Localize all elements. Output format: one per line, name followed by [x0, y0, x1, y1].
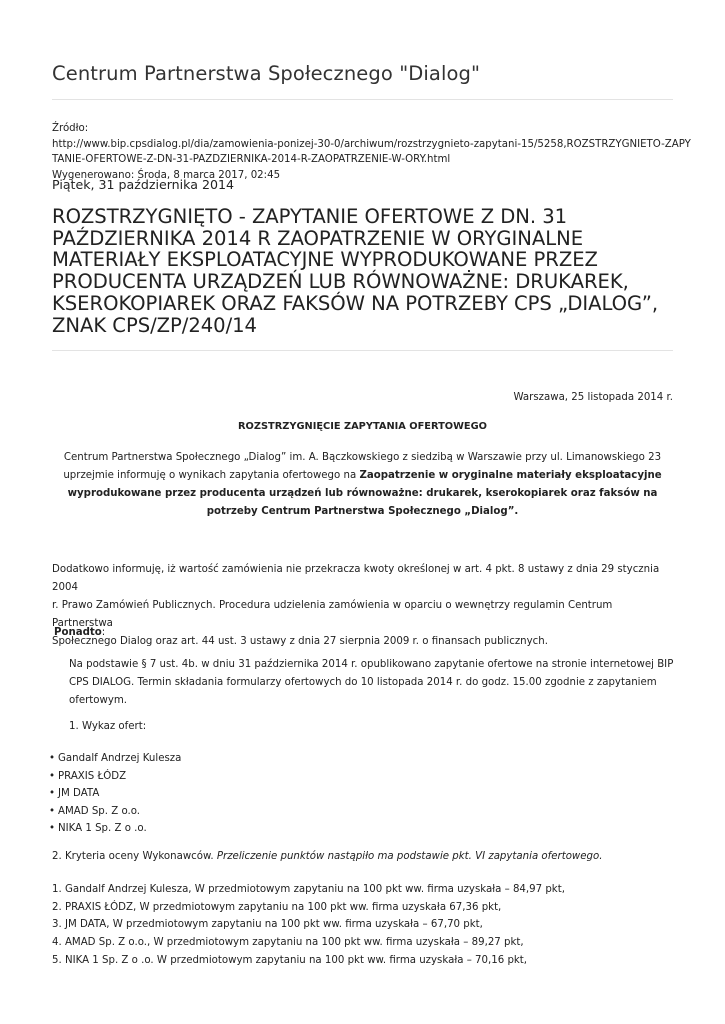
source-meta: [52, 121, 691, 183]
intro-line: Centrum Partnerstwa Społecznego „Dialog” im. A. Bączkowskiego z siedzibą w Warszawie przy ul. Limanowskiego 23: [63, 452, 662, 463]
paragraph-line: r. Prawo Zamówień Publicznych. Procedura udzielenia zamówienia w oparciu o wewnętrzy regulamin Centrum Partnerstwa: [52, 600, 613, 629]
header-divider: [52, 99, 673, 100]
result-item: 3. JM DATA, W przedmiotowym zapytaniu na 100 pkt ww. firma uzyskała – 67,70 pkt,: [52, 919, 483, 931]
criteria-line: [52, 851, 602, 862]
intro-text: uprzejmie informuję o wynikach zapytania ofertowego na: [63, 470, 360, 481]
ponadto-colon: :: [101, 627, 106, 638]
ponadto-bold: Ponadto: [54, 627, 102, 638]
section-title: ROZSTRZYGNIĘCIE ZAPYTANIA OFERTOWEGO: [238, 421, 487, 432]
offer-item: • JM DATA: [49, 785, 181, 803]
source-url-line-2[interactable]: TANIE-OFERTOWE-Z-DN-31-PAZDZIERNIKA-2014-R-ZAOPATRZENIE-W-ORY.html: [52, 154, 451, 165]
offers-list: [49, 750, 181, 838]
offer-item: • NIKA 1 Sp. Z o .o.: [49, 820, 181, 838]
ponadto-label: [54, 627, 105, 638]
generated-timestamp: Wygenerowano: Środa, 8 marca 2017, 02:45: [52, 169, 281, 181]
intro-emphasis: potrzeby Centrum Partnerstwa Społecznego „Dialog”: [206, 506, 515, 517]
title-divider: [52, 350, 673, 351]
paragraph-line: Społecznego Dialog oraz art. 44 ust. 3 ustawy z dnia 27 sierpnia 2009 r. o finansach publicznych.: [52, 636, 548, 647]
intro-emphasis: Zaopatrzenie w oryginalne materiały eksploatacyjne: [359, 470, 662, 481]
source-label: Źródło:: [52, 123, 89, 134]
offers-heading: 1. Wykaz ofert:: [69, 721, 147, 732]
intro-period: .: [514, 506, 519, 517]
place-date: Warszawa, 25 listopada 2014 r.: [513, 392, 673, 403]
publication-date: Piątek, 31 października 2014: [52, 177, 235, 192]
results-list: [52, 881, 565, 970]
paragraph-line: CPS DIALOG. Termin składania formularzy ofertowych do 10 listopada 2014 r. do godz. 15.00 zgodnie z zapytaniem: [69, 677, 657, 688]
procedure-paragraph: [69, 656, 673, 710]
criteria-note: Przeliczenie punktów nastąpiło ma podstawie pkt. VI zapytania ofertowego.: [216, 851, 603, 862]
paragraph-line: ofertowym.: [69, 695, 128, 706]
source-url-line-1[interactable]: http://www.bip.cpsdialog.pl/dia/zamowienia-ponizej-30-0/archiwum/rozstrzygnieto-zapytani-15/5258,ROZSTRZYGNIETO-ZAPY: [52, 138, 691, 150]
offer-item: • AMAD Sp. Z o.o.: [49, 803, 181, 821]
intro-paragraph: [52, 449, 673, 521]
offer-item: • PRAXIS ŁÓDZ: [49, 768, 181, 786]
intro-emphasis: wyprodukowane przez producenta urządzeń lub równoważne: drukarek, kserokopiarek oraz faksów na: [67, 488, 658, 499]
result-item: 5. NIKA 1 Sp. Z o .o. W przedmiotowym zapytaniu na 100 pkt ww. firma uzyskała – 70,16 pkt,: [52, 954, 528, 966]
criteria-text: 2. Kryteria oceny Wykonawców.: [52, 851, 217, 862]
result-item: 1. Gandalf Andrzej Kulesza, W przedmiotowym zapytaniu na 100 pkt ww. firma uzyskała – 84,97 pkt,: [52, 884, 565, 895]
result-item: 2. PRAXIS ŁÓDZ, W przedmiotowym zapytaniu na 100 pkt ww. firma uzyskała 67,36 pkt,: [52, 901, 502, 913]
paragraph-line: Dodatkowo informuję, iż wartość zamówienia nie przekracza kwoty określonej w art. 4 pkt. 8 ustawy z dnia 29 stycznia 2004: [52, 564, 660, 593]
offer-item: • Gandalf Andrzej Kulesza: [49, 750, 181, 768]
site-title: Centrum Partnerstwa Społecznego "Dialog": [52, 62, 481, 85]
value-paragraph: [52, 561, 673, 651]
result-item: 4. AMAD Sp. Z o.o., W przedmiotowym zapytaniu na 100 pkt ww. firma uzyskała – 89,27 pkt,: [52, 937, 524, 949]
article-title: ROZSTRZYGNIĘTO - ZAPYTANIE OFERTOWE Z DN. 31 PAŹDZIERNIKA 2014 R ZAOPATRZENIE W ORYGINALNE MATERIAŁY EKSPLOATACYJNE WYPRODUKOWANE PRZEZ PRODUCENTA URZĄDZEŃ LUB RÓWNOWAŻNE: DRUKAREK, KSEROKOPIAREK ORAZ FAKSÓW NA POTRZEBY CPS „DIALOG”, ZNAK CPS/ZP/240/14: [52, 205, 659, 337]
paragraph-line: Na podstawie § 7 ust. 4b. w dniu 31 października 2014 r. opublikowano zapytanie ofertowe na stronie internetowej BIP: [69, 659, 674, 670]
